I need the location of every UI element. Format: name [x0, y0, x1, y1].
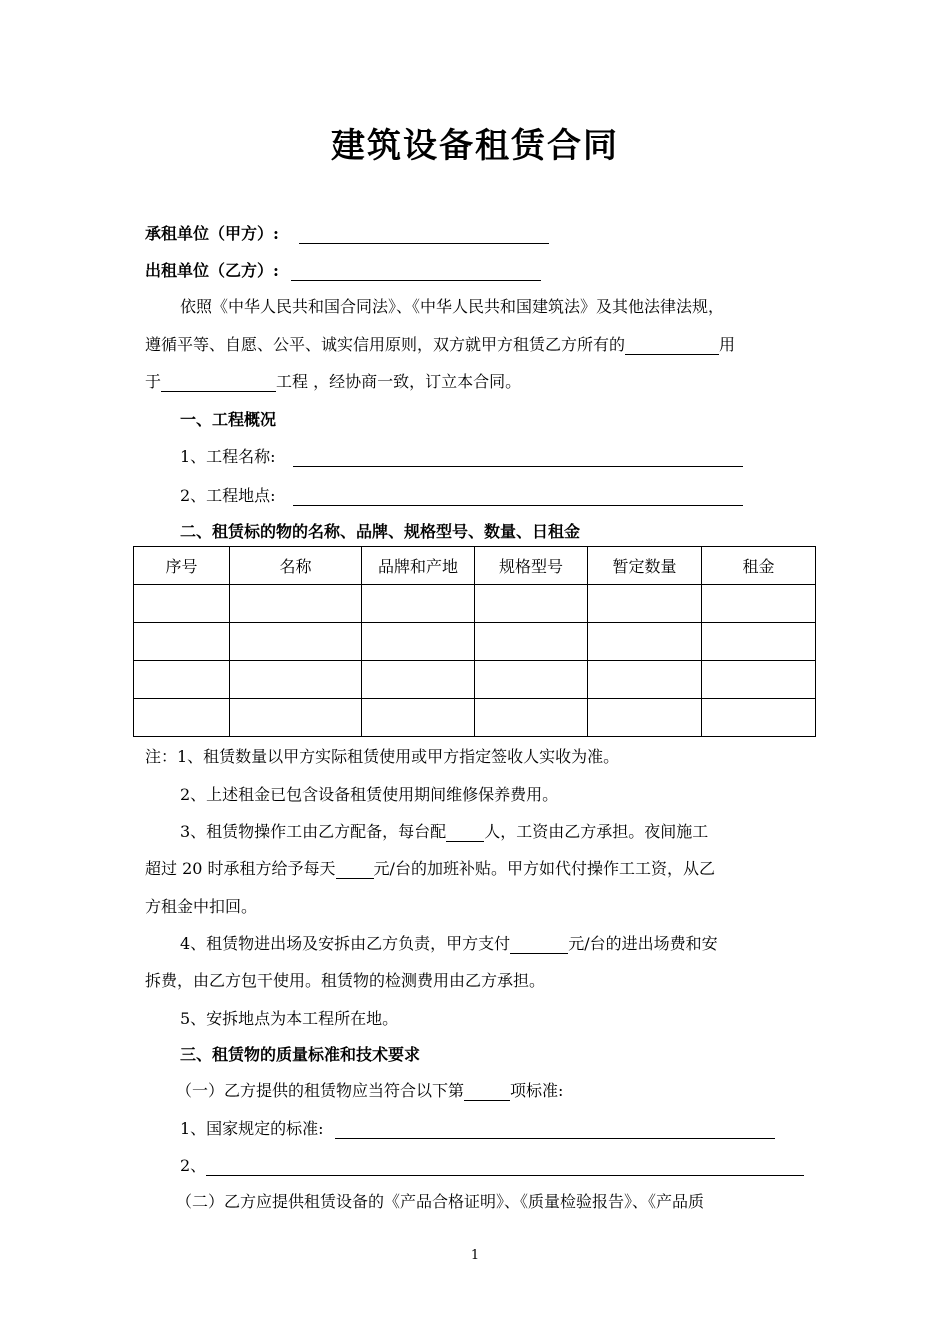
note-text: 元/台的进出场费和安 [568, 934, 718, 953]
table-cell[interactable] [475, 585, 588, 623]
standard-clause-1 [176, 1081, 563, 1101]
table-cell[interactable] [230, 585, 362, 623]
table-cell[interactable] [588, 585, 702, 623]
note-text: 4、租赁物进出场及安拆由乙方负责，甲方支付 [180, 934, 511, 953]
table-row [134, 699, 816, 737]
table-cell[interactable] [588, 699, 702, 737]
project-blank [161, 375, 276, 392]
party-b-line [145, 261, 541, 281]
party-a-blank [299, 227, 549, 244]
workers-blank [446, 825, 484, 842]
party-b-label: 出租单位（乙方）: [145, 261, 279, 280]
column-header: 名称 [230, 547, 362, 585]
note-1: 注：1、租赁数量以甲方实际租赁使用或甲方指定签收人实收为准。 [145, 747, 620, 766]
table-cell[interactable] [362, 623, 475, 661]
table-cell[interactable] [134, 585, 230, 623]
table-cell[interactable] [230, 699, 362, 737]
note-text: 超过 20 时承租方给予每天 [145, 859, 336, 878]
column-header: 租金 [702, 547, 816, 585]
intro-text: 遵循平等、自愿、公平、诚实信用原则，双方就甲方租赁乙方所有的 [145, 335, 626, 354]
rental-items-table [133, 546, 816, 737]
project-location-label: 2、工程地点: [180, 486, 276, 505]
table-cell[interactable] [362, 585, 475, 623]
column-header: 规格型号 [475, 547, 588, 585]
note-5: 5、安拆地点为本工程所在地。 [180, 1009, 399, 1028]
standard-label: 2、 [180, 1156, 207, 1175]
table-cell[interactable] [362, 699, 475, 737]
table-cell[interactable] [702, 661, 816, 699]
table-cell[interactable] [702, 623, 816, 661]
note-3-line-2 [145, 859, 715, 879]
standard-clause-2: （二）乙方应提供租赁设备的《产品合格证明》、《质量检验报告》、《产品质 [176, 1192, 705, 1211]
note-2: 2、上述租金已包含设备租赁使用期间维修保养费用。 [180, 785, 559, 804]
table-cell[interactable] [230, 623, 362, 661]
standard-number-blank [464, 1084, 510, 1101]
intro-text: 工程 ，经协商一致，订立本合同。 [276, 372, 522, 391]
note-4-line-1 [180, 934, 718, 954]
table-cell[interactable] [702, 585, 816, 623]
installation-fee-blank [510, 937, 568, 954]
project-name-label: 1、工程名称: [180, 447, 276, 466]
table-row [134, 661, 816, 699]
table-cell[interactable] [702, 699, 816, 737]
table-cell[interactable] [475, 661, 588, 699]
project-location-line [180, 486, 743, 506]
national-standard-blank [335, 1122, 775, 1139]
table-cell[interactable] [588, 623, 702, 661]
intro-text: 用 [719, 335, 736, 354]
party-a-line [145, 224, 549, 244]
table-row [134, 585, 816, 623]
note-text: 元/台的加班补贴。甲方如代付操作工工资，从乙 [373, 859, 715, 878]
table-cell[interactable] [230, 661, 362, 699]
party-a-label: 承租单位（甲方）: [145, 224, 279, 243]
intro-line-2 [145, 335, 735, 355]
intro-line-1: 依照《中华人民共和国合同法》、《中华人民共和国建筑法》及其他法律法规， [180, 297, 725, 316]
national-standard-line [180, 1119, 775, 1139]
table-cell[interactable] [134, 661, 230, 699]
project-name-line [180, 447, 743, 467]
other-standard-blank [206, 1159, 804, 1176]
project-location-blank [293, 489, 743, 506]
project-name-blank [293, 450, 743, 467]
page-number: 1 [470, 1248, 480, 1263]
overtime-blank [336, 862, 374, 879]
note-4-line-2: 拆费，由乙方包干使用。租赁物的检测费用由乙方承担。 [145, 971, 546, 990]
equipment-blank [625, 338, 719, 355]
document-title: 建筑设备租赁合同 [331, 126, 619, 166]
table-cell[interactable] [588, 661, 702, 699]
other-standard-line [180, 1156, 804, 1176]
clause-text: （一）乙方提供的租赁物应当符合以下第 [176, 1081, 465, 1100]
table-cell[interactable] [475, 699, 588, 737]
section-3-heading: 三、租赁物的质量标准和技术要求 [180, 1045, 421, 1064]
table-cell[interactable] [134, 699, 230, 737]
column-header: 序号 [134, 547, 230, 585]
column-header: 暂定数量 [588, 547, 702, 585]
table-row [134, 623, 816, 661]
column-header: 品牌和产地 [362, 547, 475, 585]
note-text: 3、租赁物操作工由乙方配备，每台配 [180, 822, 447, 841]
table-header-row [134, 547, 816, 585]
section-1-heading: 一、工程概况 [180, 410, 277, 429]
intro-line-3 [145, 372, 521, 392]
table-cell[interactable] [362, 661, 475, 699]
section-2-heading: 二、租赁标的物的名称、品牌、规格型号、数量、日租金 [180, 522, 581, 541]
note-text: 人，工资由乙方承担。夜间施工 [484, 822, 709, 841]
table-cell[interactable] [134, 623, 230, 661]
party-b-blank [291, 264, 541, 281]
intro-text: 于 [145, 372, 162, 391]
clause-text: 项标准: [510, 1081, 564, 1100]
note-3-line-3: 方租金中扣回。 [145, 897, 258, 916]
note-3-line-1 [180, 822, 708, 842]
standard-label: 1、国家规定的标准: [180, 1119, 324, 1138]
table-cell[interactable] [475, 623, 588, 661]
